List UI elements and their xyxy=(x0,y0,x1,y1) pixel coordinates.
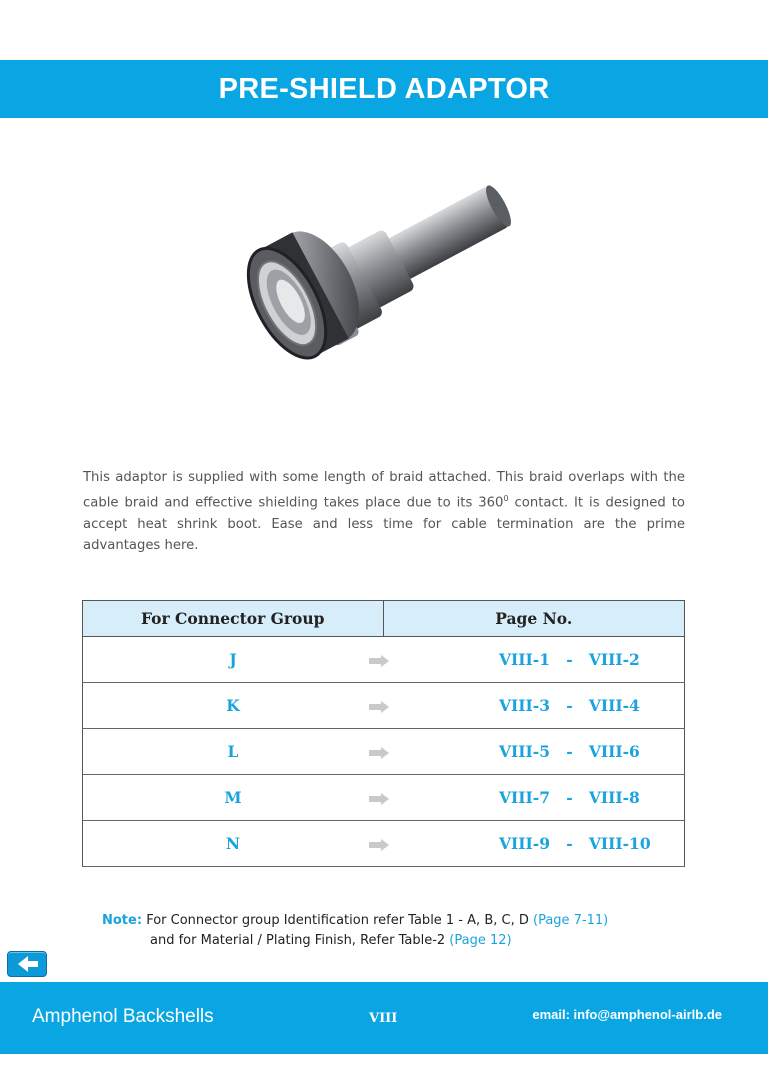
degree-superscript: 0 xyxy=(503,494,509,504)
back-arrow-icon xyxy=(8,952,46,976)
connector-group-table xyxy=(82,600,685,867)
note-line1-link[interactable]: (Page 7-11) xyxy=(533,913,609,928)
adaptor-product-image xyxy=(240,170,530,360)
page-separator: - xyxy=(566,650,573,669)
arrow-cell xyxy=(383,683,443,729)
description-text: This adaptor is supplied with some length of braid attached. This braid overlaps with the cable braid and effective shielding takes place due to its 360 xyxy=(83,470,685,511)
page-to-link[interactable]: VIII-2 xyxy=(588,650,640,669)
page-from-link[interactable]: VIII-9 xyxy=(499,834,550,853)
page-separator: - xyxy=(566,788,573,807)
note-line1-text: For Connector group Identification refer Table 1 - A, B, C, D xyxy=(146,913,529,928)
note-line2 xyxy=(102,931,702,951)
column-header-page: Page No. xyxy=(383,601,685,637)
arrow-cell xyxy=(383,637,443,683)
description-text-continued: contact. It is designed to accept heat shrink boot. Ease and less time for cable termination are the prime advantages here. xyxy=(83,495,685,554)
group-cell: N xyxy=(83,821,384,867)
arrow-cell xyxy=(383,729,443,775)
page-to-link[interactable]: VIII-8 xyxy=(588,788,640,807)
page-separator: - xyxy=(566,834,573,853)
arrow-cell xyxy=(383,821,443,867)
footer-brand: Amphenol Backshells xyxy=(32,1006,214,1027)
right-arrow-icon xyxy=(369,701,391,713)
page-separator: - xyxy=(566,696,573,715)
page-range-cell[interactable] xyxy=(443,729,685,775)
page-range-cell[interactable] xyxy=(443,683,685,729)
group-cell: K xyxy=(83,683,384,729)
table-row xyxy=(83,821,685,867)
right-arrow-icon xyxy=(369,839,391,851)
page-from-link[interactable]: VIII-1 xyxy=(499,650,550,669)
page-separator: - xyxy=(566,742,573,761)
page-to-link[interactable]: VIII-10 xyxy=(588,834,651,853)
page-title: PRE-SHIELD ADAPTOR xyxy=(218,72,550,105)
page-range-cell[interactable] xyxy=(443,637,685,683)
footer-page-number: VIII xyxy=(369,1011,398,1026)
note-label: Note: xyxy=(102,913,143,928)
right-arrow-icon xyxy=(369,793,391,805)
right-arrow-icon xyxy=(369,747,391,759)
table-header-row xyxy=(83,601,685,637)
page-from-link[interactable]: VIII-3 xyxy=(499,696,550,715)
note-line2-text: and for Material / Plating Finish, Refer Table-2 xyxy=(150,933,446,948)
back-button[interactable] xyxy=(7,951,47,977)
group-cell: M xyxy=(83,775,384,821)
page-range-cell[interactable] xyxy=(443,821,685,867)
page-to-link[interactable]: VIII-6 xyxy=(588,742,640,761)
footer-email[interactable]: email: info@amphenol-airlb.de xyxy=(532,1007,722,1022)
column-header-group: For Connector Group xyxy=(83,601,384,637)
table-row xyxy=(83,729,685,775)
right-arrow-icon xyxy=(369,655,391,667)
table-row xyxy=(83,683,685,729)
product-description xyxy=(83,467,685,557)
page-from-link[interactable]: VIII-7 xyxy=(499,788,550,807)
page-range-cell[interactable] xyxy=(443,775,685,821)
group-cell: J xyxy=(83,637,384,683)
page-to-link[interactable]: VIII-4 xyxy=(588,696,640,715)
note-block xyxy=(102,911,702,951)
title-bar xyxy=(0,60,768,118)
table-row xyxy=(83,775,685,821)
note-line2-link[interactable]: (Page 12) xyxy=(449,933,512,948)
footer-bar xyxy=(0,982,768,1054)
page-from-link[interactable]: VIII-5 xyxy=(499,742,550,761)
group-cell: L xyxy=(83,729,384,775)
arrow-cell xyxy=(383,775,443,821)
table-row xyxy=(83,637,685,683)
